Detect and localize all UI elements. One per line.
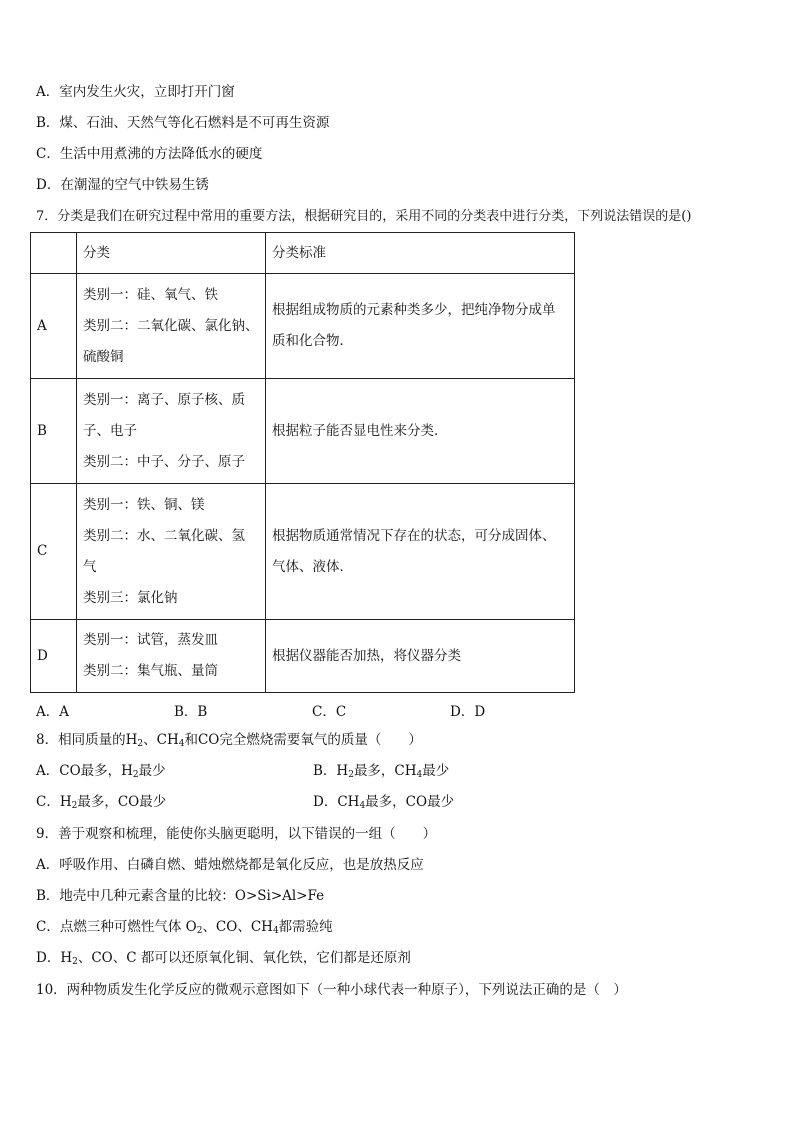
q7-option-c: C．C: [312, 704, 347, 720]
criteria-line: 气体、液体．: [272, 558, 353, 575]
class-line: 类别二：二氧化碳、氯化钠、: [83, 317, 259, 334]
class-line: 类别一：硅、氧气、铁: [83, 286, 218, 303]
q6-option-d: D．在潮湿的空气中铁易生锈: [36, 177, 209, 193]
row-label: C: [31, 484, 77, 620]
row-criteria: [266, 484, 575, 620]
row-classes: [77, 484, 266, 620]
table-row: [31, 379, 575, 484]
class-line: 类别二：中子、分子、原子: [83, 453, 245, 470]
row-classes: [77, 274, 266, 379]
q9-option-b: B．地壳中几种元素含量的比较：O>Si>Al>Fe: [36, 888, 325, 904]
q8-option-b: B．$H_2$最多，$CH_4$最少: [313, 763, 450, 780]
class-line: 硫酸铜: [83, 348, 124, 365]
q6-option-a: A．室内发生火灾，立即打开门窗: [36, 84, 235, 100]
q7-option-d: D．D: [450, 704, 486, 720]
row-criteria: [266, 620, 575, 693]
class-line: 类别一：铁、铜、镁: [83, 496, 205, 513]
table-row: [31, 274, 575, 379]
row-classes: [77, 379, 266, 484]
header-cell-class: 分类: [77, 233, 266, 274]
classification-table: [30, 232, 575, 693]
q8-stem: 8．相同质量的$H_2$、$CH_4$和CO完全燃烧需要氧气的质量（ ）: [36, 732, 422, 749]
table-header-row: [31, 233, 575, 274]
class-line: 类别二：水、二氧化碳、氢: [83, 527, 245, 544]
criteria-line: 质和化合物．: [272, 333, 353, 349]
row-criteria: [266, 274, 575, 379]
q9-option-a: A．呼吸作用、白磷自燃、蜡烛燃烧都是氧化反应，也是放热反应: [36, 857, 424, 873]
q6-option-c: C．生活中用煮沸的方法降低水的硬度: [36, 146, 263, 162]
class-line: 气: [83, 558, 97, 575]
q8-option-c: C．$H_2$最多，CO最少: [36, 794, 167, 811]
class-line: 类别三：氯化钠: [83, 589, 178, 606]
q7-option-a: A．A: [36, 704, 69, 720]
criteria-line: 根据仪器能否加热，将仪器分类: [272, 647, 461, 664]
q7-options: [36, 700, 556, 720]
header-cell-criteria: 分类标准: [266, 233, 575, 274]
q7-stem: 7．分类是我们在研究过程中常用的重要方法，根据研究目的，采用不同的分类表中进行分类，下列说法错误的是(): [36, 209, 692, 224]
header-cell-empty: [31, 233, 77, 274]
q9-option-c: C．点燃三种可燃性气体 $O_2$、CO、$CH_4$都需验纯: [36, 919, 333, 936]
class-line: 子、电子: [83, 422, 137, 439]
row-label: A: [31, 274, 77, 379]
row-classes: [77, 620, 266, 693]
q9-stem: 9．善于观察和梳理，能使你头脑更聪明，以下错误的一组（ ）: [36, 826, 437, 842]
criteria-line: 根据粒子能否显电性来分类．: [272, 422, 448, 439]
q10-stem: 10．两种物质发生化学反应的微观示意图如下（一种小球代表一种原子），下列说法正确的是（ ）: [36, 982, 627, 998]
q8-option-a: A．CO最多，$H_2$最少: [36, 763, 166, 780]
criteria-line: 根据组成物质的元素种类多少，把纯净物分成单: [272, 302, 556, 318]
q9-option-d: D．$H_2$、CO、C 都可以还原氧化铜、氧化铁，它们都是还原剂: [36, 950, 411, 967]
class-line: 类别一：离子、原子核、质: [83, 391, 245, 408]
row-criteria: [266, 379, 575, 484]
q7-option-b: B．B: [174, 704, 208, 720]
q6-option-b: B．煤、石油、天然气等化石燃料是不可再生资源: [36, 115, 330, 131]
row-label: B: [31, 379, 77, 484]
row-label: D: [31, 620, 77, 693]
class-line: 类别一：试管，蒸发皿: [83, 632, 218, 648]
criteria-line: 根据物质通常情况下存在的状态，可分成固体、: [272, 527, 556, 544]
table-row: [31, 620, 575, 693]
q8-option-d: D．$CH_4$最多，CO最少: [313, 794, 455, 811]
table-row: [31, 484, 575, 620]
class-line: 类别二：集气瓶、量筒: [83, 663, 218, 679]
